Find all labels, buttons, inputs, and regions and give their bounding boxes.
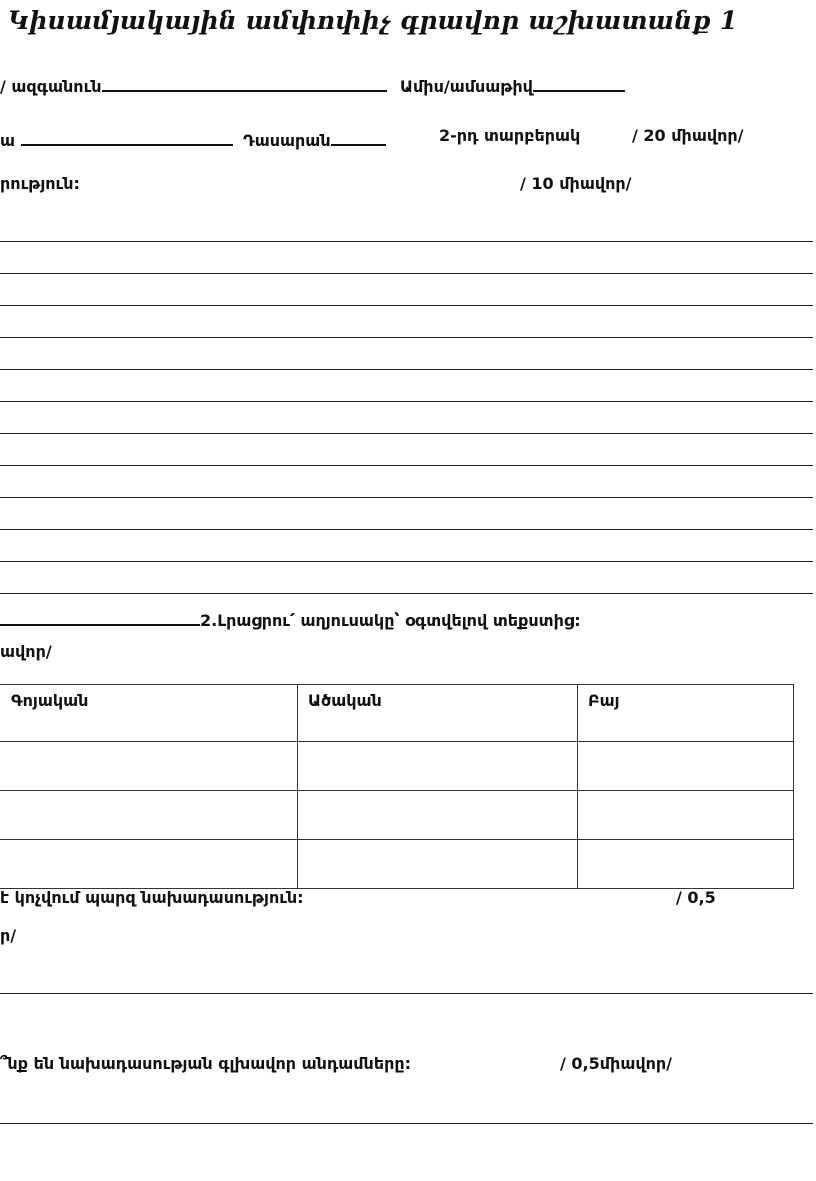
parts-of-speech-table	[0, 684, 794, 889]
total-points: / 20 միավոր/	[632, 126, 744, 145]
answer-blank[interactable]	[0, 606, 200, 626]
answer-line[interactable]	[0, 369, 813, 370]
table-cell[interactable]	[298, 840, 578, 889]
task3-points-cont: ր/	[0, 926, 17, 945]
table-cell[interactable]	[0, 742, 298, 791]
answer-line[interactable]	[0, 561, 813, 562]
answer-line[interactable]	[0, 273, 813, 274]
answer-line[interactable]	[0, 1123, 813, 1124]
answer-line[interactable]	[0, 497, 813, 498]
task1-label: րություն:	[0, 174, 80, 193]
date-label: Ամիս/ամսաթիվ	[400, 77, 533, 96]
class-field[interactable]	[243, 126, 386, 150]
answer-line[interactable]	[0, 593, 813, 594]
answer-line[interactable]	[0, 993, 813, 994]
task4-label: ՞նք են նախադասության գլխավոր անդամները:	[0, 1054, 412, 1073]
table-cell[interactable]	[298, 742, 578, 791]
table-row	[0, 791, 794, 840]
answer-line[interactable]	[0, 241, 813, 242]
table-cell[interactable]	[578, 742, 794, 791]
answer-line[interactable]	[0, 529, 813, 530]
surname-label: / ազգանուն	[0, 77, 102, 96]
surname-blank[interactable]	[102, 72, 387, 92]
task3-label: է կոչվում պարզ նախադասություն:	[0, 888, 304, 907]
variant-label: 2-րդ տարբերակ	[439, 126, 581, 145]
task2-row	[0, 606, 581, 630]
answer-line[interactable]	[0, 401, 813, 402]
answer-line[interactable]	[0, 433, 813, 434]
class-label: Դասարան	[243, 131, 331, 150]
table-header-row	[0, 685, 794, 742]
header-adjective: Ածական	[298, 685, 578, 742]
table-cell[interactable]	[0, 840, 298, 889]
answer-line[interactable]	[0, 465, 813, 466]
surname-field[interactable]	[0, 72, 387, 96]
task2-label: 2.Լրացրու՛ աղյուսակը՝ օգտվելով տեքստից:	[200, 611, 581, 630]
table-cell[interactable]	[0, 791, 298, 840]
date-blank[interactable]	[533, 72, 625, 92]
task1-points: / 10 միավոր/	[520, 174, 632, 193]
subject-label: ա	[0, 131, 16, 150]
answer-line[interactable]	[0, 337, 813, 338]
date-field[interactable]	[400, 72, 625, 96]
header-noun: Գոյական	[0, 685, 298, 742]
task3-points: / 0,5	[676, 888, 716, 907]
table-row	[0, 840, 794, 889]
page-title: Կիսամյակային ամփոփիչ գրավոր աշխատանք 1	[8, 6, 738, 35]
table-cell[interactable]	[578, 840, 794, 889]
table-cell[interactable]	[298, 791, 578, 840]
answer-line[interactable]	[0, 305, 813, 306]
table-cell[interactable]	[578, 791, 794, 840]
task2-points: ավոր/	[0, 642, 52, 661]
table-row	[0, 742, 794, 791]
task4-points: / 0,5միավոր/	[560, 1054, 673, 1073]
subject-field[interactable]	[0, 126, 233, 150]
header-verb: Բայ	[578, 685, 794, 742]
class-blank[interactable]	[331, 126, 386, 146]
subject-blank[interactable]	[21, 126, 233, 146]
